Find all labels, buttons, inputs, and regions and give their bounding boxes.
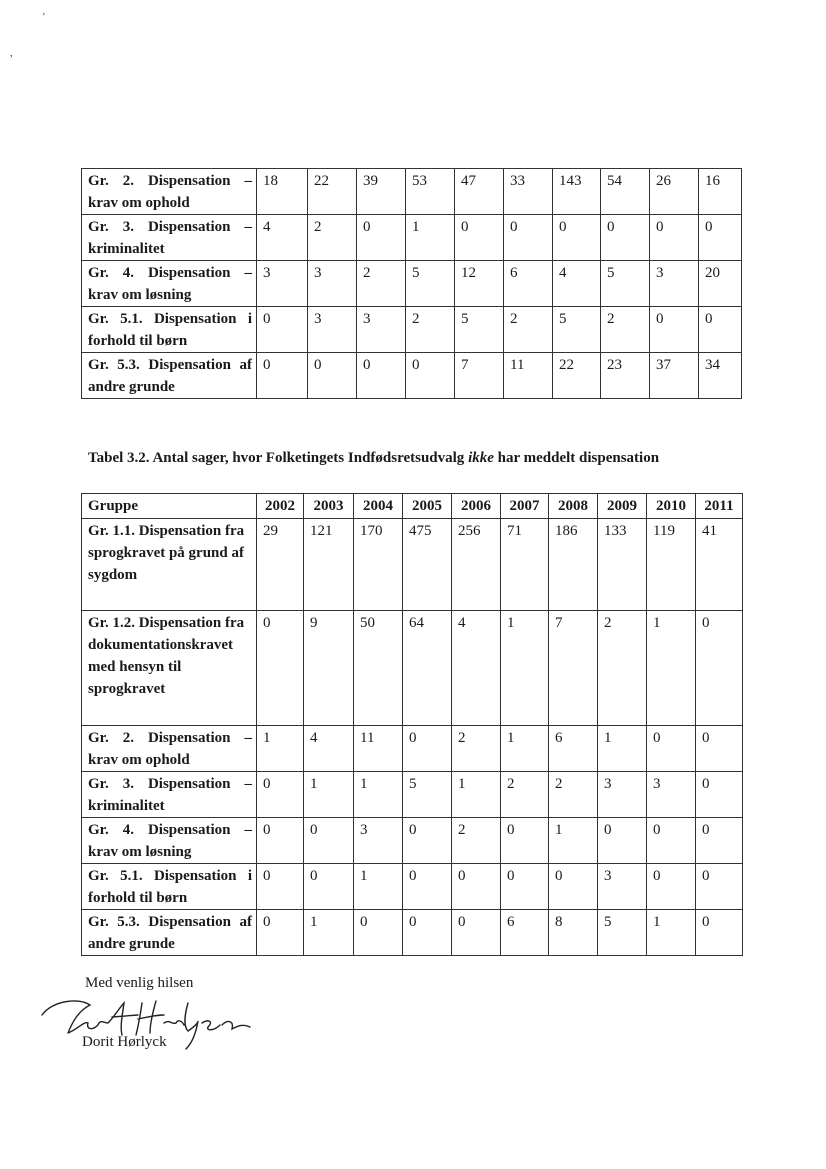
table-cell: 23: [601, 353, 650, 399]
table-cell: 186: [549, 519, 598, 611]
table-cell: 3: [598, 772, 647, 818]
table-cell: 4: [553, 261, 601, 307]
table-cell: 6: [504, 261, 553, 307]
table-cell: 2: [598, 611, 647, 726]
closing-greeting: Med venlig hilsen: [85, 975, 194, 991]
table-cell: 4: [257, 215, 308, 261]
table-cell: 1: [647, 611, 696, 726]
table-cell: 3: [354, 818, 403, 864]
column-header-year: 2007: [501, 494, 549, 519]
caption-text: Tabel 3.2. Antal sager, hvor Folketingets Indfødsretsudvalg: [88, 450, 469, 466]
column-header-year: 2010: [647, 494, 696, 519]
table-cell: 4: [452, 611, 501, 726]
table-cell: 0: [403, 818, 452, 864]
table-cell: 22: [553, 353, 601, 399]
table-cell: 0: [647, 818, 696, 864]
row-label: Gr. 3. Dispensation – kriminalitet: [82, 772, 257, 818]
table-cell: 16: [699, 169, 742, 215]
table-cell: 133: [598, 519, 647, 611]
table-cell: 18: [257, 169, 308, 215]
row-label: Gr. 5.1. Dispensation i forhold til børn: [82, 864, 257, 910]
table-cell: 1: [406, 215, 455, 261]
table-cell: 0: [696, 611, 743, 726]
caption-text-end: har meddelt dispensation: [493, 450, 660, 466]
table-row: [82, 307, 742, 353]
table-cell: 0: [308, 353, 357, 399]
table-cell: 0: [696, 726, 743, 772]
table-cell: 1: [304, 772, 354, 818]
table-cell: 2: [601, 307, 650, 353]
table-cell: 4: [304, 726, 354, 772]
table-cell: 0: [257, 353, 308, 399]
table-cell: 0: [696, 818, 743, 864]
table-cell: 0: [304, 818, 354, 864]
table-cell: 1: [598, 726, 647, 772]
table-cell: 0: [257, 818, 304, 864]
table-cell: 0: [549, 864, 598, 910]
table-row: [82, 353, 742, 399]
table-cell: 475: [403, 519, 452, 611]
table-cell: 22: [308, 169, 357, 215]
signer-name: Dorit Hørlyck: [82, 1034, 167, 1050]
row-label: Gr. 1.2. Dispensation fra dokumentationskravet med hensyn til sprogkravet: [82, 611, 257, 726]
table-cell: 1: [549, 818, 598, 864]
table-row: [82, 818, 743, 864]
table-cell: 0: [257, 772, 304, 818]
table-cell: 0: [696, 772, 743, 818]
table-cell: 54: [601, 169, 650, 215]
table-cell: 0: [501, 818, 549, 864]
table-cell: 5: [403, 772, 452, 818]
table-row: [82, 261, 742, 307]
table-cell: 1: [452, 772, 501, 818]
table-cell: 121: [304, 519, 354, 611]
table-header-row: [82, 494, 743, 519]
table-cell: 3: [308, 261, 357, 307]
table-row: [82, 611, 743, 726]
row-label: Gr. 2. Dispensation – krav om ophold: [82, 169, 257, 215]
table-cell: 0: [403, 864, 452, 910]
table-cell: 50: [354, 611, 403, 726]
table-cell: 5: [553, 307, 601, 353]
table-cell: 2: [357, 261, 406, 307]
column-header-year: 2004: [354, 494, 403, 519]
table-cell: 1: [354, 772, 403, 818]
table-cell: 33: [504, 169, 553, 215]
table-cell: 0: [501, 864, 549, 910]
table-cell: 39: [357, 169, 406, 215]
dispensation-granted-table: [81, 168, 742, 399]
table-cell: 3: [257, 261, 308, 307]
row-label: Gr. 5.3. Dispensation af andre grunde: [82, 910, 257, 956]
column-header-year: 2008: [549, 494, 598, 519]
table-cell: 2: [308, 215, 357, 261]
table-cell: 0: [647, 726, 696, 772]
table-cell: 0: [304, 864, 354, 910]
row-label: Gr. 1.1. Dispensation fra sprogkravet på grund af sygdom: [82, 519, 257, 611]
table-cell: 0: [357, 215, 406, 261]
table-cell: 26: [650, 169, 699, 215]
table-cell: 0: [601, 215, 650, 261]
table-cell: 3: [357, 307, 406, 353]
table-cell: 2: [406, 307, 455, 353]
table-row: [82, 864, 743, 910]
row-label: Gr. 5.1. Dispensation i forhold til børn: [82, 307, 257, 353]
column-header-year: 2006: [452, 494, 501, 519]
table-cell: 3: [647, 772, 696, 818]
row-label: Gr. 4. Dispensation – krav om løsning: [82, 261, 257, 307]
table-cell: 0: [598, 818, 647, 864]
table-caption: [88, 450, 748, 467]
table-cell: 41: [696, 519, 743, 611]
table-cell: 1: [257, 726, 304, 772]
table-row: [82, 772, 743, 818]
table-row: [82, 215, 742, 261]
table-cell: 1: [647, 910, 696, 956]
caption-emphasis: ikke: [468, 450, 494, 466]
table-cell: 12: [455, 261, 504, 307]
table-cell: 5: [601, 261, 650, 307]
table-cell: 0: [650, 307, 699, 353]
table-cell: 0: [403, 910, 452, 956]
column-header-year: 2011: [696, 494, 743, 519]
table-cell: 6: [549, 726, 598, 772]
table-cell: 64: [403, 611, 452, 726]
column-header-year: 2003: [304, 494, 354, 519]
table-cell: 0: [257, 307, 308, 353]
table-cell: 53: [406, 169, 455, 215]
row-label: Gr. 2. Dispensation – krav om ophold: [82, 726, 257, 772]
row-label: Gr. 5.3. Dispensation af andre grunde: [82, 353, 257, 399]
column-header-year: 2005: [403, 494, 452, 519]
table-cell: 5: [406, 261, 455, 307]
table-cell: 1: [304, 910, 354, 956]
table-cell: 0: [452, 864, 501, 910]
table-cell: 71: [501, 519, 549, 611]
table-row: [82, 519, 743, 611]
table-cell: 2: [549, 772, 598, 818]
table-cell: 0: [647, 864, 696, 910]
table-cell: 0: [354, 910, 403, 956]
table-row: [82, 169, 742, 215]
table-cell: 256: [452, 519, 501, 611]
table-cell: 0: [696, 864, 743, 910]
table-cell: 0: [699, 215, 742, 261]
row-label: Gr. 3. Dispensation – kriminalitet: [82, 215, 257, 261]
table-cell: 0: [357, 353, 406, 399]
row-label: Gr. 4. Dispensation – krav om løsning: [82, 818, 257, 864]
table-cell: 2: [452, 818, 501, 864]
table-cell: 0: [504, 215, 553, 261]
table-cell: 9: [304, 611, 354, 726]
table-cell: 11: [354, 726, 403, 772]
table-cell: 11: [504, 353, 553, 399]
column-header-year: 2002: [257, 494, 304, 519]
table-cell: 0: [406, 353, 455, 399]
table-cell: 3: [598, 864, 647, 910]
table-cell: 6: [501, 910, 549, 956]
dispensation-refused-table: [81, 493, 743, 956]
table-cell: 29: [257, 519, 304, 611]
table-cell: 0: [257, 864, 304, 910]
table-cell: 0: [696, 910, 743, 956]
table-cell: 143: [553, 169, 601, 215]
table-cell: 170: [354, 519, 403, 611]
table-cell: 34: [699, 353, 742, 399]
table-cell: 7: [549, 611, 598, 726]
table-cell: 8: [549, 910, 598, 956]
table-cell: 119: [647, 519, 696, 611]
table-cell: 20: [699, 261, 742, 307]
table-cell: 0: [699, 307, 742, 353]
table-row: [82, 910, 743, 956]
table-cell: 5: [598, 910, 647, 956]
table-cell: 2: [504, 307, 553, 353]
table-cell: 2: [452, 726, 501, 772]
table-row: [82, 726, 743, 772]
table-cell: 0: [650, 215, 699, 261]
table-cell: 5: [455, 307, 504, 353]
table-cell: 0: [257, 910, 304, 956]
table-cell: 1: [501, 726, 549, 772]
table-cell: 37: [650, 353, 699, 399]
column-header-year: 2009: [598, 494, 647, 519]
table-cell: 3: [308, 307, 357, 353]
scan-mark: ': [43, 12, 45, 23]
table-cell: 1: [354, 864, 403, 910]
column-header-group: Gruppe: [82, 494, 257, 519]
table-cell: 3: [650, 261, 699, 307]
scan-mark: ,: [10, 48, 13, 59]
table-cell: 7: [455, 353, 504, 399]
table-cell: 2: [501, 772, 549, 818]
table-cell: 0: [403, 726, 452, 772]
table-cell: 1: [501, 611, 549, 726]
table-cell: 0: [455, 215, 504, 261]
table-cell: 0: [257, 611, 304, 726]
table-cell: 0: [452, 910, 501, 956]
table-cell: 47: [455, 169, 504, 215]
table-cell: 0: [553, 215, 601, 261]
